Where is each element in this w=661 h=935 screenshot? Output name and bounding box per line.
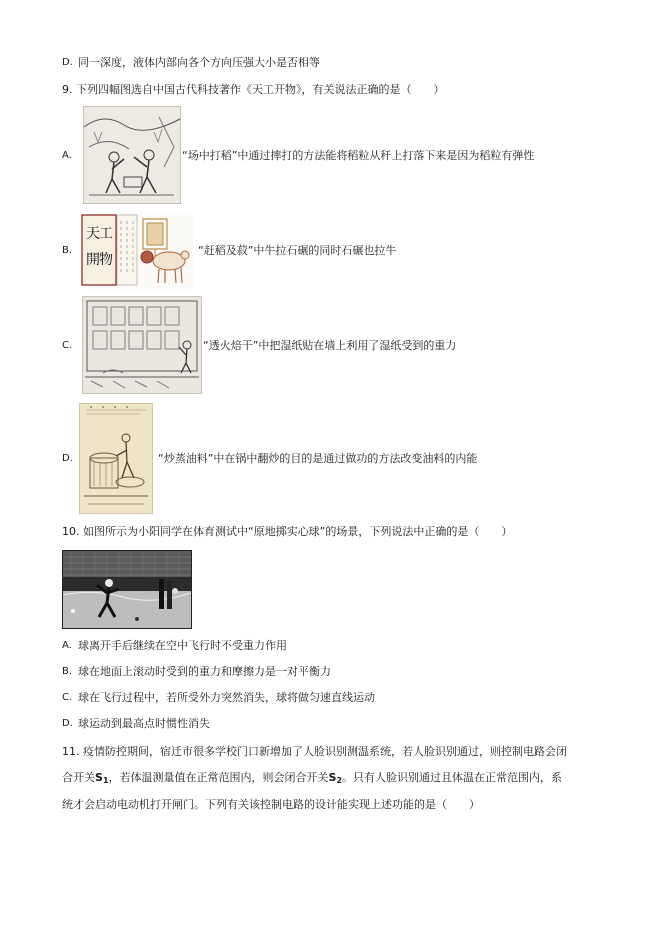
q9-option-a-text: “场中打稻”中通过摔打的方法能将稻粒从秆上打落下来是因为稻粒有弹性 [182,149,535,162]
q10-option-d-letter: D. [62,718,73,729]
ox-pulling-stone-roller-illustration [81,213,193,289]
drying-paper-on-wall-illustration [82,296,202,394]
q11-line-3: 统才会启动电动机打开闸门。下列有关该控制电路的设计能实现上述功能的是（ ） [62,798,480,811]
q11-line-2-part-c: 。只有人脸识别通过且体温在正常范围内，系 [342,771,563,784]
q10-option-b-letter: B. [62,666,73,677]
switch-s2-symbol [329,771,343,784]
q11-line-2-part-a: 合开关 [62,771,95,784]
q10-option-a-letter: A. [62,640,72,651]
shot-put-photo [62,550,192,629]
q9-option-d-letter: D. [62,453,73,464]
switch-s1-letter: S [95,771,103,784]
switch-s2-subscript: 2 [336,776,343,785]
q9-option-c-letter: C. [62,340,73,351]
q11-line-1: 11. 疫情防控期间，宿迁市很多学校门口新增加了人脸识别测温系统，若人脸识别通过，则控制电路会闭 [62,745,567,758]
q10-stem: 10. 如图所示为小阳同学在体育测试中“原地掷实心球”的场景，下列说法中正确的是（ ） [62,525,513,538]
q9-option-d-text: “炒蒸油料”中在锅中翻炒的目的是通过做功的方法改变油料的内能 [158,452,478,465]
q9-stem: 9. 下列四幅图选自中国古代科技著作《天工开物》，有关说法正确的是（ ） [62,83,445,96]
q10-option-a-text: 球离开手后继续在空中飞行时不受重力作用 [78,639,287,652]
stir-frying-oil-seeds-illustration [79,403,153,514]
q11-line-2 [62,771,562,788]
switch-s1-symbol [95,771,109,784]
q9-option-c-text: “透火焙干”中把湿纸贴在墙上利用了湿纸受到的重力 [203,339,457,352]
q9-option-b-letter: B. [62,245,73,256]
q10-option-b-text: 球在地面上滚动时受到的重力和摩擦力是一对平衡力 [78,665,331,678]
q10-option-d-text: 球运动到最高点时惯性消失 [78,717,210,730]
switch-s2-letter: S [328,771,337,784]
q11-line-2-part-b: ，若体温测量值在正常范围内，则会闭合开关 [108,771,329,784]
threshing-rice-illustration [83,106,181,204]
q10-option-c-text: 球在飞行过程中，若所受外力突然消失，球将做匀速直线运动 [78,691,375,704]
switch-s1-subscript: 1 [102,776,109,785]
q9-option-a-letter: A. [62,150,72,161]
prev-option-d-text: 同一深度，液体内部向各个方向压强大小是否相等 [78,56,320,69]
q10-option-c-letter: C. [62,692,73,703]
prev-option-d-letter: D. [62,57,73,68]
q9-option-b-text: “赶稻及菽”中牛拉石碾的同时石碾也拉牛 [198,244,397,257]
book-cover-title: 天工開物 [86,226,112,268]
